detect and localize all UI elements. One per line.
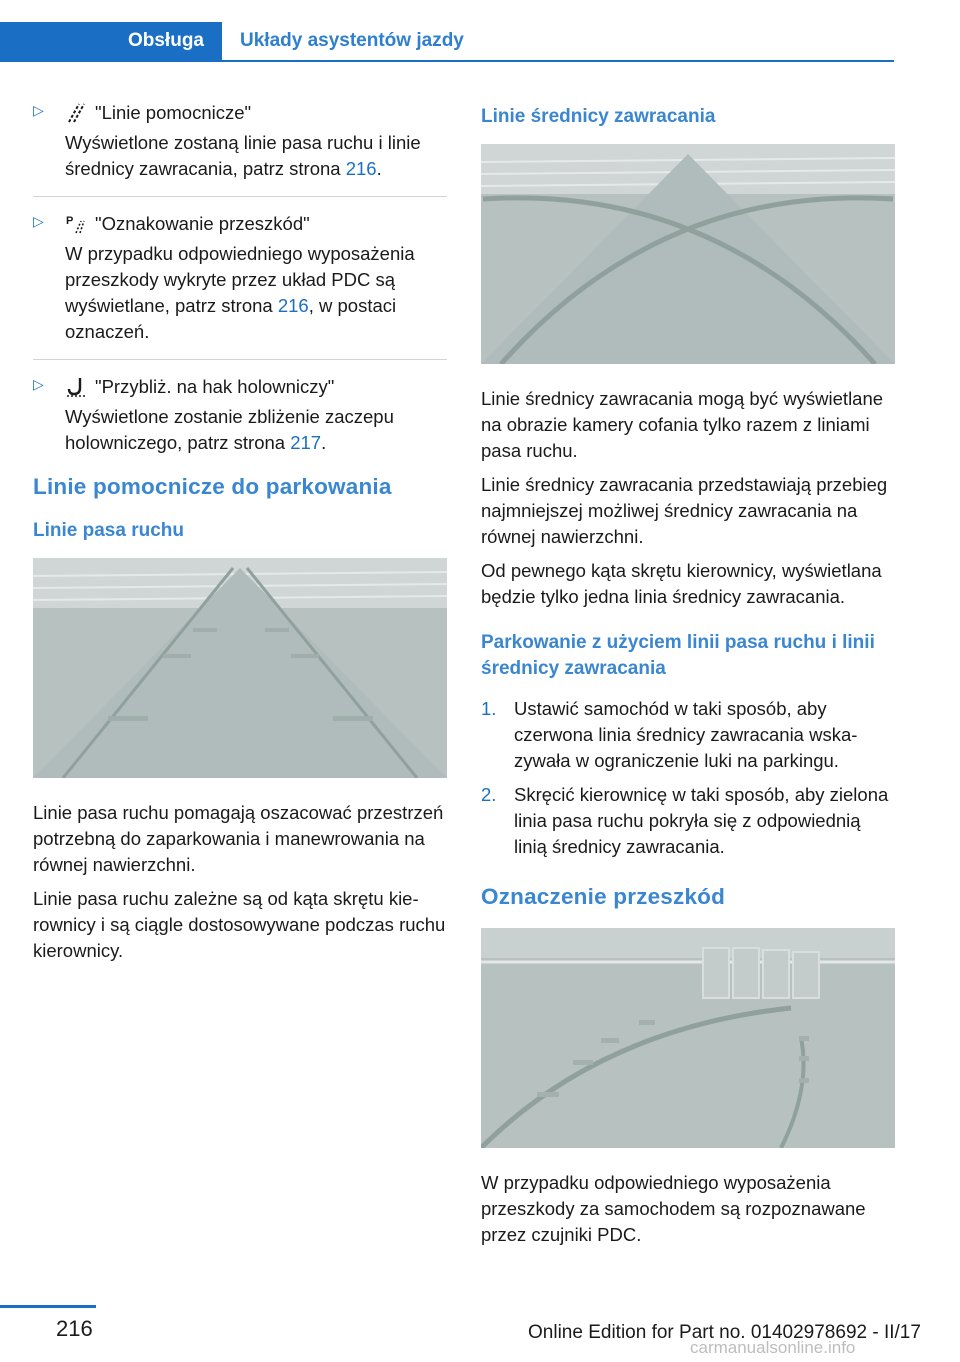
header-rule	[0, 60, 894, 62]
steps-list	[481, 696, 895, 860]
chapter-label: Układy asystentów jazdy	[240, 30, 464, 51]
subsection-heading: Linie średnicy zawracania	[481, 106, 716, 127]
section-label: Obsługa	[127, 30, 204, 51]
page-link[interactable]: 216	[277, 295, 309, 316]
right-column	[481, 100, 895, 1256]
guide-lines-icon	[65, 102, 87, 124]
triangle-bullet-icon: ▷	[33, 376, 44, 392]
left-column	[33, 100, 447, 972]
list-item	[33, 100, 447, 182]
obstacle-marking-icon	[65, 213, 87, 235]
edition-note: Online Edition for Part no. 01402978692 - II/17	[528, 1322, 921, 1343]
turning-circle-figure	[481, 144, 895, 364]
bullet-title: "Przybliż. na hak holowniczy"	[95, 376, 335, 397]
triangle-bullet-icon: ▷	[33, 102, 44, 118]
subsection-heading: Linie pasa ruchu	[33, 520, 184, 541]
page-number: 216	[56, 1316, 93, 1341]
paragraph: Linie pasa ruchu zależne są od kąta skrętu kierownicy i są ciągle dostosowywane podczas ruchu kierownicy.	[33, 888, 446, 961]
paragraph: Linie średnicy zawracania mogą być wyświetlane na obrazie kamery cofania tylko razem z liniami pasa ruchu.	[481, 388, 884, 461]
section-heading: Linie pomocnicze do parkowania	[33, 474, 392, 499]
list-item	[33, 211, 447, 345]
step-text: Skręcić kierownicę w taki sposób, aby zielona linia pasa ruchu pokryła się z odpowiednią linią średnicy zawracania.	[514, 784, 889, 857]
paragraph: Od pewnego kąta skrętu kierownicy, wyświetlana będzie tylko jedna linia średnicy zawracania.	[481, 560, 882, 607]
section-tab[interactable]	[0, 22, 222, 60]
step-text: Ustawić samochód w taki sposób, aby czerwona linia średnicy zawracania wskazywała w ograniczenie luki na parkingu.	[514, 698, 858, 771]
bullet-title: "Oznakowanie przeszkód"	[95, 213, 310, 234]
paragraph: Linie średnicy zawracania przedstawiają przebieg najmniejszej możliwej średnicy zawracania na równej nawierzchni.	[481, 474, 888, 547]
bullet-text: W przypadku odpowiedniego wyposażenia przeszkody wykryte przez układ PDC są wyświetlane, patrz strona 216, w postaci oznaczeń.	[65, 243, 415, 342]
list-item	[481, 782, 895, 860]
paragraph: W przypadku odpowiedniego wyposażenia przeszkody za samochodem są rozpoznawane przez czujniki PDC.	[481, 1172, 866, 1245]
divider	[33, 359, 447, 360]
obstacle-marking-figure	[481, 928, 895, 1148]
subsection-heading: Parkowanie z użyciem linii pasa ruchu i linii średnicy zawracania	[481, 632, 875, 679]
step-number: 2.	[481, 784, 497, 805]
page-link[interactable]: 217	[290, 432, 322, 453]
step-number: 1.	[481, 698, 497, 719]
bullet-title: "Linie pomocnicze"	[95, 102, 252, 123]
list-item	[481, 696, 895, 774]
svg-text:P: P	[66, 215, 74, 227]
paragraph: Linie pasa ruchu pomagają oszacować przestrzeń potrzebną do zaparkowania i manewrowania na równej nawierzchni.	[33, 802, 444, 875]
triangle-bullet-icon: ▷	[33, 213, 44, 229]
chapter-tab[interactable]	[240, 22, 464, 60]
bullet-text: Wyświetlone zostanie zbliżenie zaczepu holowniczego, patrz strona 217.	[65, 406, 394, 453]
lane-lines-figure	[33, 558, 447, 778]
watermark: carmanualsonline.info	[690, 1338, 856, 1357]
footer-rule	[0, 1305, 96, 1308]
bullet-text: Wyświetlone zostaną linie pasa ruchu i linie średnicy zawracania, patrz strona 216.	[65, 132, 421, 179]
list-item	[33, 374, 447, 456]
section-heading: Oznaczenie przeszkód	[481, 884, 726, 909]
divider	[33, 196, 447, 197]
tow-hitch-icon	[65, 376, 87, 398]
page-link[interactable]: 216	[345, 158, 377, 179]
